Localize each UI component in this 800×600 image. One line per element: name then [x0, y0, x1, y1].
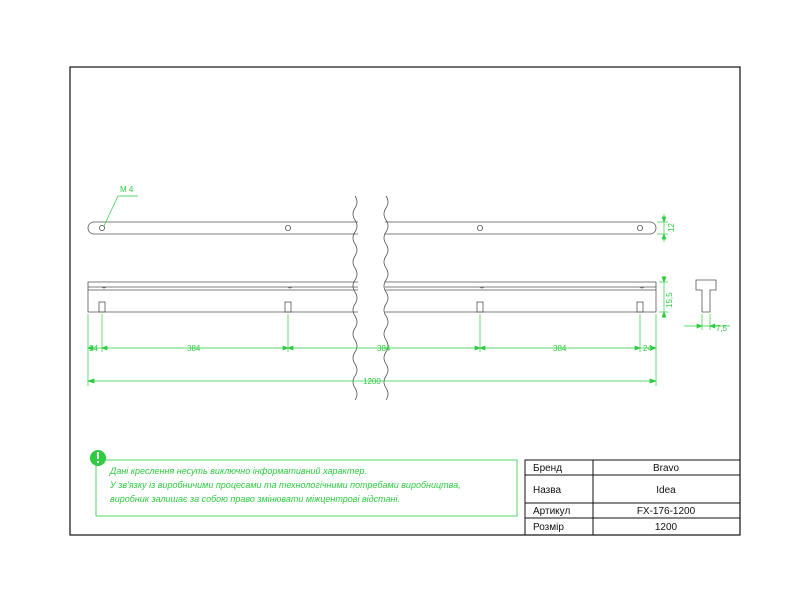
front-view-right-segment [385, 282, 656, 312]
dimension-chain [88, 314, 656, 386]
mounting-hole [99, 225, 104, 230]
note-line-1: Дані креслення несуть виключно інформативний характер. [110, 466, 367, 476]
title-block-value-brand: Bravo [652, 463, 680, 474]
note-line-2: У зв'язку із виробничими процесами та технологічними потребами виробництва, [110, 480, 461, 490]
mounting-hole [285, 225, 290, 230]
dim-label-height-front: 15,5 [665, 292, 674, 308]
top-view-left-segment [88, 222, 358, 234]
disclaimer-note [90, 450, 517, 516]
dim-label-end-left: 24 [89, 344, 98, 353]
title-block-value-size: 1200 [654, 522, 678, 533]
title-block-label-size: Розмір [533, 522, 564, 533]
front-view-left-segment [88, 282, 358, 312]
note-line-3: виробник залишає за собою право змінювати міжцентрові відстані. [110, 494, 400, 504]
top-view-right-segment [385, 222, 656, 234]
title-block-label-brand: Бренд [533, 463, 563, 474]
top-view [88, 222, 656, 234]
bore-hole [99, 302, 105, 312]
dim-label-spacing-2: 384 [377, 344, 391, 353]
bore-hole [477, 302, 483, 312]
mounting-hole [477, 225, 482, 230]
thread-callout [104, 185, 138, 226]
break-line-right [384, 196, 388, 400]
thread-callout-label: M 4 [120, 185, 134, 194]
bore-hole [637, 302, 643, 312]
side-profile-view [696, 280, 716, 312]
title-block-value-name: Idea [656, 485, 676, 496]
bore-hole [285, 302, 291, 312]
mounting-hole [637, 225, 642, 230]
dim-label-spacing-3: 384 [553, 344, 567, 353]
break-line-left [353, 196, 357, 400]
dim-label-spacing-1: 384 [187, 344, 201, 353]
dim-label-height-top: 12 [667, 223, 676, 232]
title-block-label-name: Назва [533, 485, 562, 496]
front-view [88, 282, 656, 312]
dim-label-end-right: 24 [643, 344, 652, 353]
dim-label-total-length: 1200 [363, 377, 381, 386]
title-block-value-article: FX-176-1200 [636, 506, 696, 517]
title-block-label-article: Артикул [533, 506, 571, 517]
break-lines [353, 196, 388, 400]
dim-label-profile-width: 7,5 [716, 324, 728, 333]
sheet-frame [70, 67, 740, 535]
